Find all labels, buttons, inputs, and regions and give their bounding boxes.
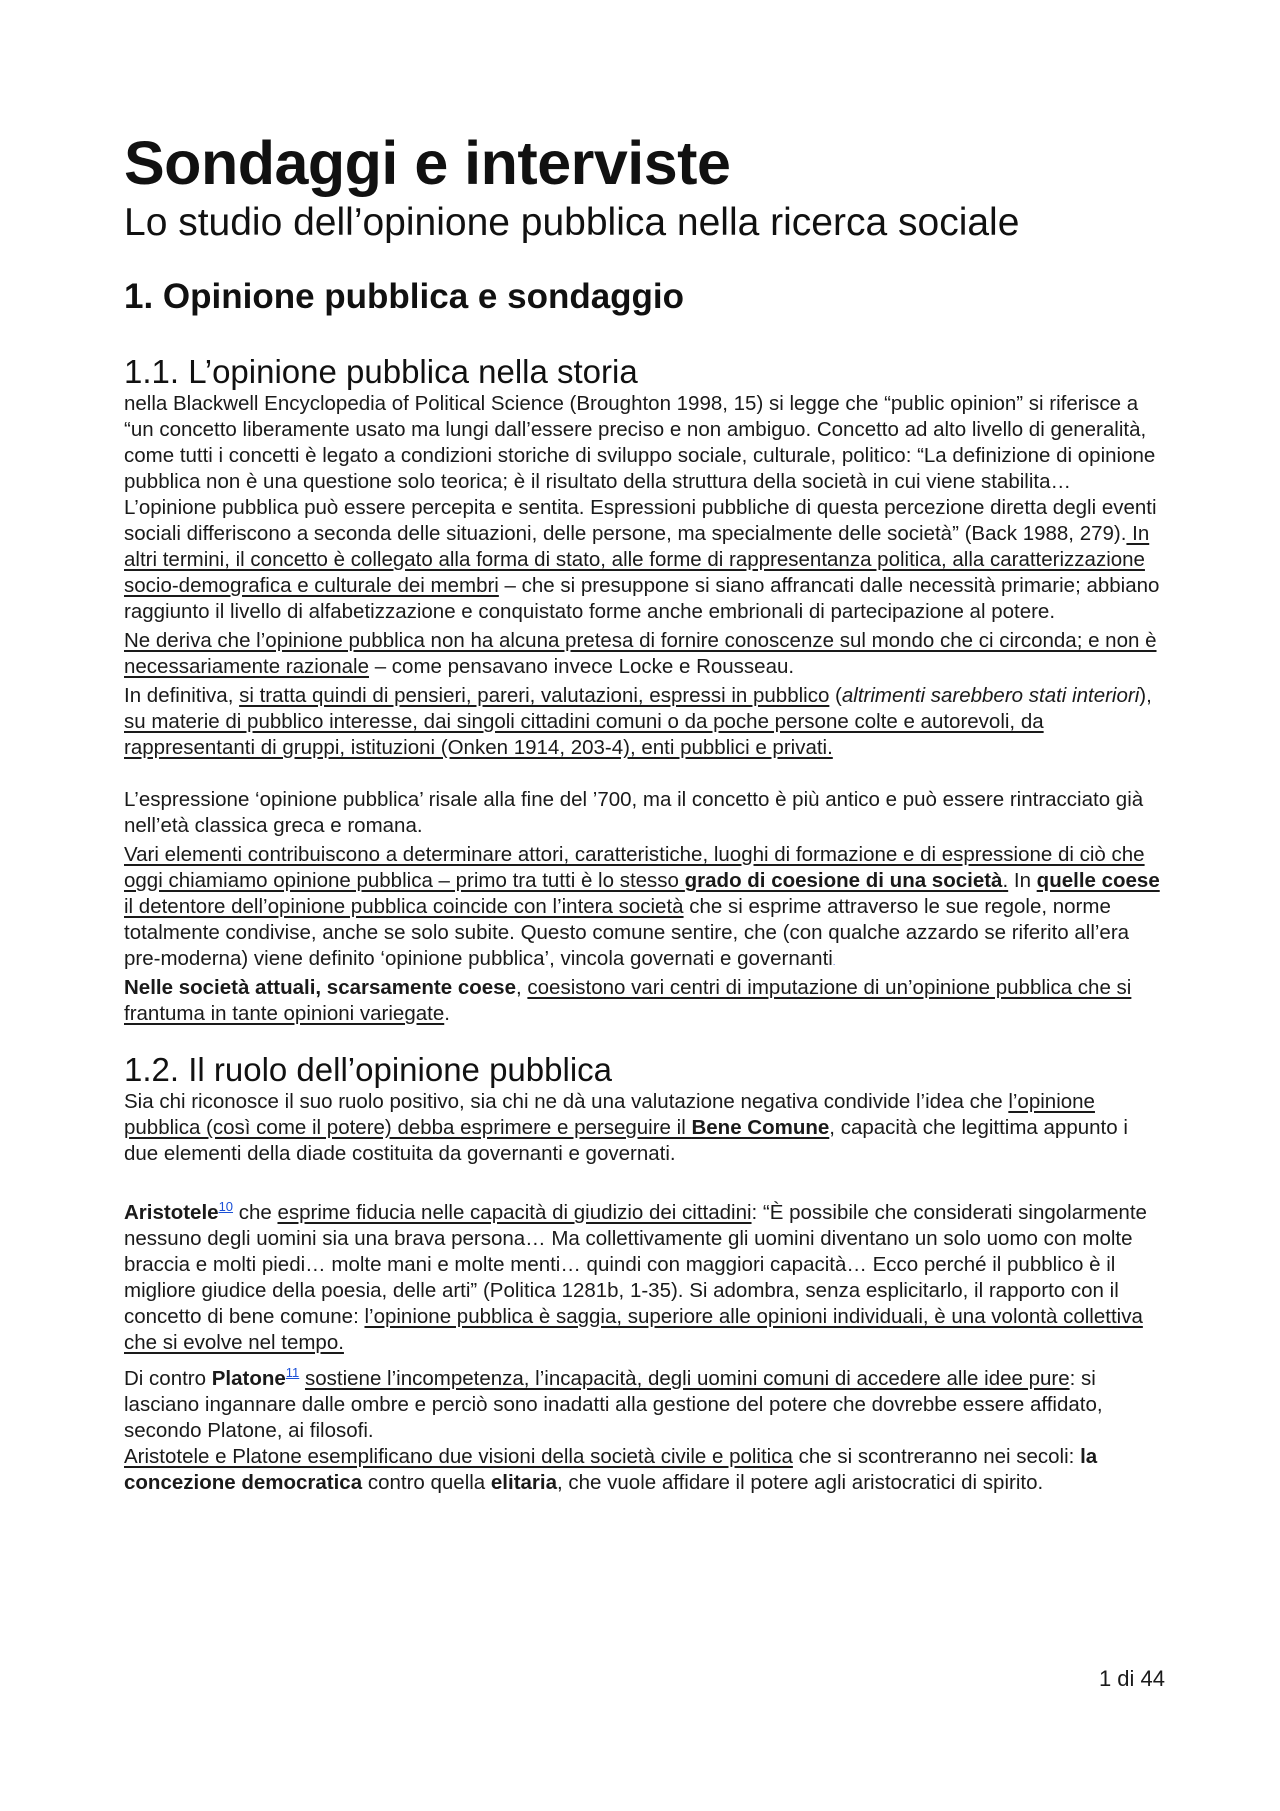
paragraph-1-1-e: Vari elementi contribuiscono a determinare attori, caratteristiche, luoghi di formazione e di espressione di ciò che oggi chiamiamo opinione pubblica – primo tra tutti è lo stesso grado di coesione di una società. In quelle coese il detentore dell’opinione pubblica coincide con l’intera società che si esprime attraverso le sue regole, norme totalmente condivise, anche se solo subite. Questo comune sentire, che (con qualche azzardo se riferito all’era pre-moderna) viene definito ‘opinione pubblica’, vincola governati e governanti. xyxy=(124,843,1160,970)
paragraph-1-1-b: Ne deriva che l’opinione pubblica non ha alcuna pretesa di fornire conoscenze sul mondo che ci circonda; e non è necessariamente razionale – come pensavano invece Locke e Rousseau. xyxy=(124,629,1157,678)
page-content xyxy=(124,127,1164,1496)
section-heading-1-1: 1.1. L’opinione pubblica nella storia xyxy=(124,353,638,390)
paragraph-1-1-c: In definitiva, si tratta quindi di pensieri, pareri, valutazioni, espressi in pubblico (altrimenti sarebbero stati interiori), su materie di pubblico interesse, dai singoli cittadini comuni o da poche persone colte e autorevoli, da rappresentanti di gruppi, istituzioni (Onken 1914, 203-4), enti pubblici e privati. xyxy=(124,684,1152,759)
paragraph-1-2-a: Sia chi riconosce il suo ruolo positivo, sia chi ne dà una valutazione negativa condivide l’idea che l’opinione pubblica (così come il potere) debba esprimere e perseguire il Bene Comune, capacità che legittima appunto i due elementi della diade costituita da governanti e governati. xyxy=(124,1090,1128,1165)
chapter-heading: 1. Opinione pubblica e sondaggio xyxy=(124,277,685,316)
section-heading-1-2: 1.2. Il ruolo dell’opinione pubblica xyxy=(124,1051,613,1088)
footnote-link-10[interactable]: 10 xyxy=(218,1199,234,1214)
footnote-marker[interactable]: . xyxy=(832,957,836,967)
paragraph-1-2-b: Aristotele$^{10}$ che esprime fiducia nelle capacità di giudizio dei cittadini: “È possibile che considerati singolarmente nessuno degli uomini sia una brava persona… Ma collettivamente gli uomini diventano un solo uomo con molte braccia e molti piedi… molte mani e molte menti… quindi con maggiori capacità… Ecco perché il pubblico è il migliore giudice della poesia, delle arti” (Politica 1281b, 1-35). Si adombra, senza esplicitarlo, il rapporto con il concetto di bene comune: l’opinione pubblica è saggia, superiore alle opinioni individuali, è una volontà collettiva che si evolve nel tempo. xyxy=(124,1199,1147,1354)
footnote-link-11[interactable]: 11 xyxy=(285,1364,300,1380)
paragraph-1-1-d: L’espressione ‘opinione pubblica’ risale alla fine del ’700, ma il concetto è più antico e può essere rintracciato già nell’età classica greca e romana. xyxy=(124,788,1144,837)
paragraph-1-2-d: Aristotele e Platone esemplificano due visioni della società civile e politica che si scontreranno nei secoli: la concezione democratica contro quella elitaria, che vuole affidare il potere agli aristocratici di spirito. xyxy=(124,1444,1098,1494)
document-title: Sondaggi e interviste xyxy=(124,129,731,197)
document-subtitle: Lo studio dell’opinione pubblica nella ricerca sociale xyxy=(124,201,1020,244)
paragraph-1-1-a: nella Blackwell Encyclopedia of Political Science (Broughton 1998, 15) si legge che “public opinion” si riferisce a “un concetto liberamente usato ma lungi dall’essere preciso e non ambiguo. Concetto ad alto livello di generalità, come tutti i concetti è legato a condizioni storiche di sviluppo sociale, culturale, politico: “La definizione di opinione pubblica non è una questione solo teorica; è il risultato della struttura della società in cui viene stabilita… L’opinione pubblica può essere percepita e sentita. Espressioni pubbliche di questa percezione diretta degli eventi sociali differiscono a seconda delle situazioni, delle persone, ma specialmente delle società” (Back 1988, 279). In altri termini, il concetto è collegato alla forma di stato, alle forme di rappresentanza politica, alla caratterizzazione socio-demografica e culturale dei membri – che si presuppone si siano affrancati dalle necessità primarie; abbiano raggiunto il livello di alfabetizzazione e conquistato forme anche embrionali di partecipazione al potere. xyxy=(124,392,1160,623)
paragraph-1-1-f: Nelle società attuali, scarsamente coese, coesistono vari centri di imputazione di un’opinione pubblica che si frantuma in tante opinioni variegate. xyxy=(124,976,1132,1025)
page-number: 1 di 44 xyxy=(1098,1666,1165,1691)
paragraph-1-2-c: Di contro Platone$^{11}$ sostiene l’incompetenza, l’incapacità, degli uomini comuni di accedere alle idee pure: si lasciano ingannare dalle ombre e perciò sono inadatti alla gestione del potere che dovrebbe essere affidato, secondo Platone, ai filosofi. xyxy=(124,1364,1103,1442)
